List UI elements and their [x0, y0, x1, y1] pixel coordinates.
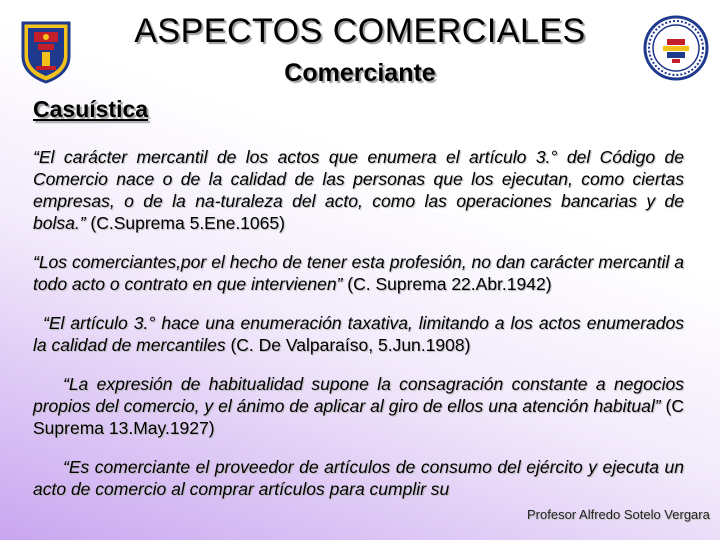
casuistica-paragraph-1 [33, 146, 684, 234]
quote-text: “Es comerciante el proveedor de artículos de consumo del ejército y ejecuta un acto de comercio al comprar artículos para cumplir su [33, 457, 684, 499]
quote-text: “La expresión de habitualidad supone la consagración constante a negocios propios del comercio, y el ánimo de aplicar al giro de ellos una atención habitual” [33, 374, 684, 416]
slide-body [33, 146, 684, 517]
quote-text: “El artículo 3.° hace una enumeración taxativa, limitando a los actos enumerados la calidad de mercantiles [33, 313, 684, 355]
quote-text: “El carácter mercantil de los actos que enumera el artículo 3.° del Código de Comercio nace o de la calidad de las personas que los ejecutan, como ciertas empresas, o de la na-turaleza del acto, como las operaciones bancarias y de bolsa.” [33, 147, 684, 233]
casuistica-paragraph-3 [33, 312, 684, 356]
casuistica-paragraph-5 [33, 456, 684, 500]
footer-author: Profesor Alfredo Sotelo Vergara [527, 507, 710, 522]
casuistica-paragraph-4 [33, 373, 684, 439]
citation-text: (C. Suprema 22.Abr.1942) [342, 274, 552, 294]
section-heading: Casuística [33, 96, 149, 122]
quote-text: “Los comerciantes,por el hecho de tener esta profesión, no dan carácter mercantil a todo acto o contrato en que intervienen” [33, 252, 684, 294]
citation-text: (C.Suprema 5.Ene.1065) [85, 213, 285, 233]
citation-text: (C. De Valparaíso, 5.Jun.1908) [225, 335, 471, 355]
slide-title: ASPECTOS COMERCIALES [134, 12, 586, 50]
slide-subtitle: Comerciante [284, 59, 436, 87]
casuistica-paragraph-2 [33, 251, 684, 295]
citation-text: (C Suprema 13.May.1927) [33, 396, 685, 438]
